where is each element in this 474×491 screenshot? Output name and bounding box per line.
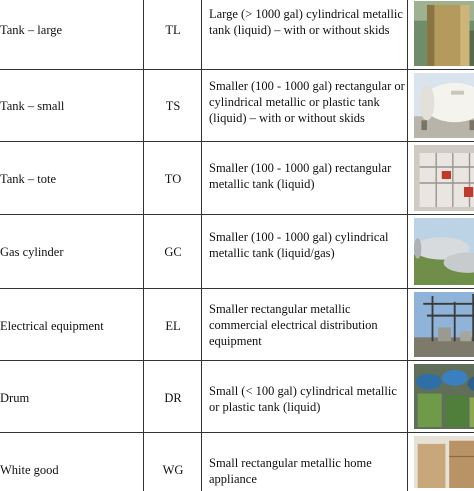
tote-tank-photo	[414, 145, 474, 211]
equipment-name: Tank – large	[0, 23, 62, 38]
photo-cell	[408, 142, 474, 214]
name-cell	[0, 70, 144, 141]
photo-cell	[408, 0, 474, 69]
code-cell	[144, 70, 202, 141]
photo-cell	[408, 70, 474, 141]
equipment-description: Large (> 1000 gal) cylindrical metallic tank (liquid) – with or without skids	[209, 6, 407, 38]
description-cell	[202, 215, 408, 288]
large-tank-photo	[414, 1, 474, 66]
equipment-name: Gas cylinder	[0, 245, 64, 260]
table-row	[0, 141, 474, 214]
code-cell	[144, 0, 202, 69]
equipment-name: Tank – tote	[0, 172, 56, 187]
drum-photo	[414, 364, 474, 429]
description-cell	[202, 289, 408, 360]
equipment-code: WG	[144, 463, 202, 478]
table-row	[0, 288, 474, 360]
photo-cell	[408, 361, 474, 432]
code-cell	[144, 289, 202, 360]
equipment-code: EL	[144, 319, 202, 334]
description-cell	[202, 433, 408, 491]
photo-cell	[408, 289, 474, 360]
electrical-equipment-photo	[414, 292, 474, 357]
table-row	[0, 360, 474, 432]
equipment-code: TO	[144, 172, 202, 187]
name-cell	[0, 289, 144, 360]
description-cell	[202, 0, 408, 69]
photo-cell	[408, 215, 474, 288]
name-cell	[0, 142, 144, 214]
small-tank-photo	[414, 73, 474, 138]
equipment-name: Drum	[0, 391, 29, 406]
equipment-name: White good	[0, 463, 59, 478]
equipment-code: TL	[144, 23, 202, 38]
equipment-code: TS	[144, 99, 202, 114]
photo-cell	[408, 433, 474, 491]
equipment-description: Smaller (100 - 1000 gal) rectangular metallic tank (liquid)	[209, 160, 407, 192]
description-cell	[202, 142, 408, 214]
equipment-description: Small (< 100 gal) cylindrical metallic or plastic tank (liquid)	[209, 383, 407, 415]
description-cell	[202, 70, 408, 141]
table-row	[0, 69, 474, 141]
name-cell	[0, 433, 144, 491]
code-cell	[144, 361, 202, 432]
equipment-description: Smaller (100 - 1000 gal) cylindrical metallic tank (liquid/gas)	[209, 229, 407, 261]
code-cell	[144, 215, 202, 288]
equipment-description: Smaller rectangular metallic commercial electrical distribution equipment	[209, 301, 407, 349]
equipment-name: Electrical equipment	[0, 319, 104, 334]
name-cell	[0, 0, 144, 69]
description-cell	[202, 361, 408, 432]
table-row	[0, 432, 474, 491]
code-cell	[144, 433, 202, 491]
name-cell	[0, 215, 144, 288]
equipment-description: Smaller (100 - 1000 gal) rectangular or cylindrical metallic or plastic tank (liquid) – with or without skids	[209, 78, 407, 126]
gas-cylinder-photo	[414, 218, 474, 285]
name-cell	[0, 361, 144, 432]
code-cell	[144, 142, 202, 214]
table-row	[0, 0, 474, 69]
white-good-photo	[414, 436, 474, 488]
equipment-code: DR	[144, 391, 202, 406]
table-row	[0, 214, 474, 288]
equipment-description: Small rectangular metallic home appliance	[209, 455, 407, 487]
equipment-code: GC	[144, 245, 202, 260]
equipment-name: Tank – small	[0, 99, 64, 114]
